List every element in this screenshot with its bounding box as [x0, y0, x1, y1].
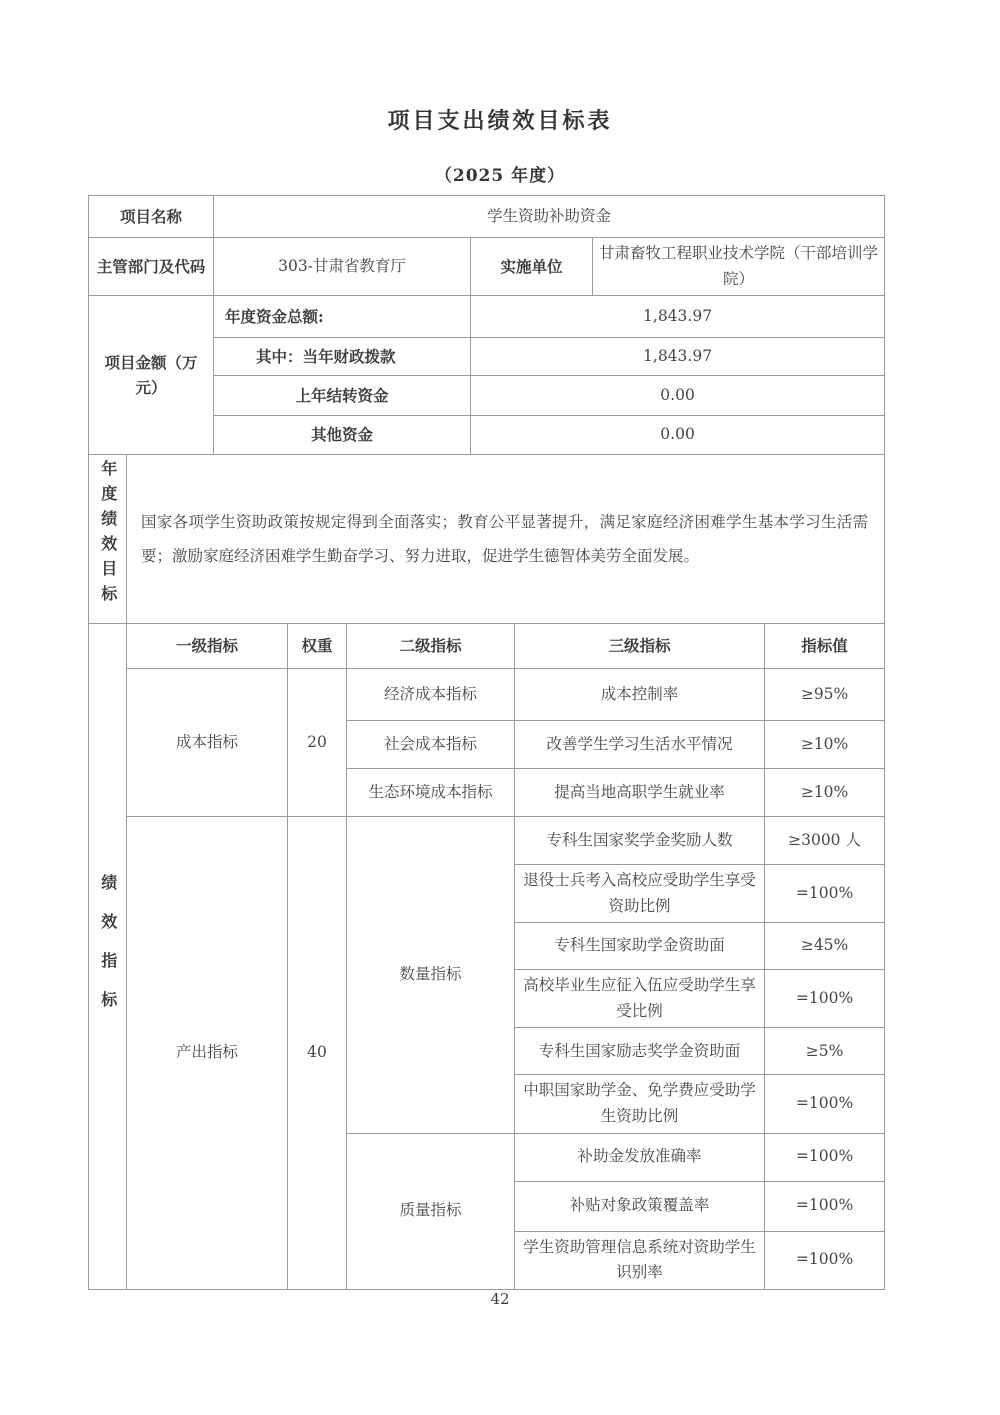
level3-cell: 补助金发放准确率: [515, 1133, 765, 1181]
level2-cell: 社会成本指标: [347, 721, 515, 769]
amount-fiscal-value: 1,843.97: [471, 338, 885, 376]
value-cell: ≥3000 人: [765, 817, 885, 865]
project-name-label: 项目名称: [89, 196, 214, 238]
project-amount-label: 项目金额（万元）: [89, 296, 214, 455]
value-cell: =100%: [765, 1181, 885, 1231]
value-cell: =100%: [765, 970, 885, 1028]
department-row: [89, 238, 885, 296]
implementing-unit-label: 实施单位: [471, 238, 593, 296]
page-number: 42: [490, 1290, 510, 1308]
value-cell: =100%: [765, 865, 885, 923]
level3-cell: 改善学生学习生活水平情况: [515, 721, 765, 769]
page-subtitle: （2025 年度）: [434, 166, 566, 186]
amount-other-label: 其他资金: [214, 416, 471, 455]
header-value: 指标值: [765, 624, 885, 669]
header-level2: 二级指标: [347, 624, 515, 669]
level3-cell: 退役士兵考入高校应受助学生享受资助比例: [515, 865, 765, 923]
weight-cell: 20: [288, 669, 347, 817]
level1-cell: 产出指标: [127, 817, 288, 1290]
amount-carryover-label: 上年结转资金: [214, 376, 471, 416]
value-cell: ≥95%: [765, 669, 885, 721]
indicator-row: [89, 817, 885, 865]
project-name-row: [89, 196, 885, 238]
value-cell: =100%: [765, 1133, 885, 1181]
annual-goal-row: [89, 455, 885, 624]
level2-cell: 经济成本指标: [347, 669, 515, 721]
amount-carryover-value: 0.00: [471, 376, 885, 416]
performance-target-table: [88, 195, 885, 1290]
amount-row: [89, 296, 885, 338]
department-value: 303-甘肃省教育厅: [214, 238, 471, 296]
indicator-section-label: 绩效指标: [98, 874, 118, 1031]
weight-cell: 40: [288, 817, 347, 1290]
level2-cell: 质量指标: [347, 1133, 515, 1289]
department-label: 主管部门及代码: [89, 238, 214, 296]
amount-total-label: 年度资金总额:: [214, 296, 471, 338]
annual-goal-label: 年度绩效目标: [98, 459, 118, 610]
indicator-row: [89, 669, 885, 721]
annual-goal-label-cell: [89, 455, 127, 624]
level3-cell: 成本控制率: [515, 669, 765, 721]
amount-total-value: 1,843.97: [471, 296, 885, 338]
value-cell: ≥45%: [765, 923, 885, 970]
header-weight: 权重: [288, 624, 347, 669]
level3-cell: 提高当地高职学生就业率: [515, 769, 765, 817]
project-name-value: 学生资助补助资金: [214, 196, 885, 238]
value-cell: =100%: [765, 1075, 885, 1133]
header-level3: 三级指标: [515, 624, 765, 669]
level3-cell: 高校毕业生应征入伍应受助学生享受比例: [515, 970, 765, 1028]
level3-cell: 学生资助管理信息系统对资助学生识别率: [515, 1231, 765, 1289]
level2-cell: 生态环境成本指标: [347, 769, 515, 817]
value-cell: ≥10%: [765, 721, 885, 769]
amount-other-value: 0.00: [471, 416, 885, 455]
indicator-header-row: [89, 624, 885, 669]
value-cell: ≥5%: [765, 1028, 885, 1075]
value-cell: ≥10%: [765, 769, 885, 817]
header-level1: 一级指标: [127, 624, 288, 669]
level2-cell: 数量指标: [347, 817, 515, 1133]
amount-fiscal-label: 其中：当年财政拨款: [214, 338, 471, 376]
value-cell: =100%: [765, 1231, 885, 1289]
page-title: 项目支出绩效目标表: [387, 108, 613, 134]
level3-cell: 专科生国家助学金资助面: [515, 923, 765, 970]
level1-cell: 成本指标: [127, 669, 288, 817]
annual-goal-text: 国家各项学生资助政策按规定得到全面落实；教育公平显著提升，满足家庭经济困难学生基本学习生活需要；激励家庭经济困难学生勤奋学习、努力进取，促进学生德智体美劳全面发展。: [127, 455, 885, 624]
level3-cell: 中职国家助学金、免学费应受助学生资助比例: [515, 1075, 765, 1133]
level3-cell: 专科生国家励志奖学金资助面: [515, 1028, 765, 1075]
indicator-section-label-cell: [89, 624, 127, 1290]
implementing-unit-value: 甘肃畜牧工程职业技术学院（干部培训学院）: [593, 238, 885, 296]
level3-cell: 专科生国家奖学金奖励人数: [515, 817, 765, 865]
level3-cell: 补贴对象政策覆盖率: [515, 1181, 765, 1231]
